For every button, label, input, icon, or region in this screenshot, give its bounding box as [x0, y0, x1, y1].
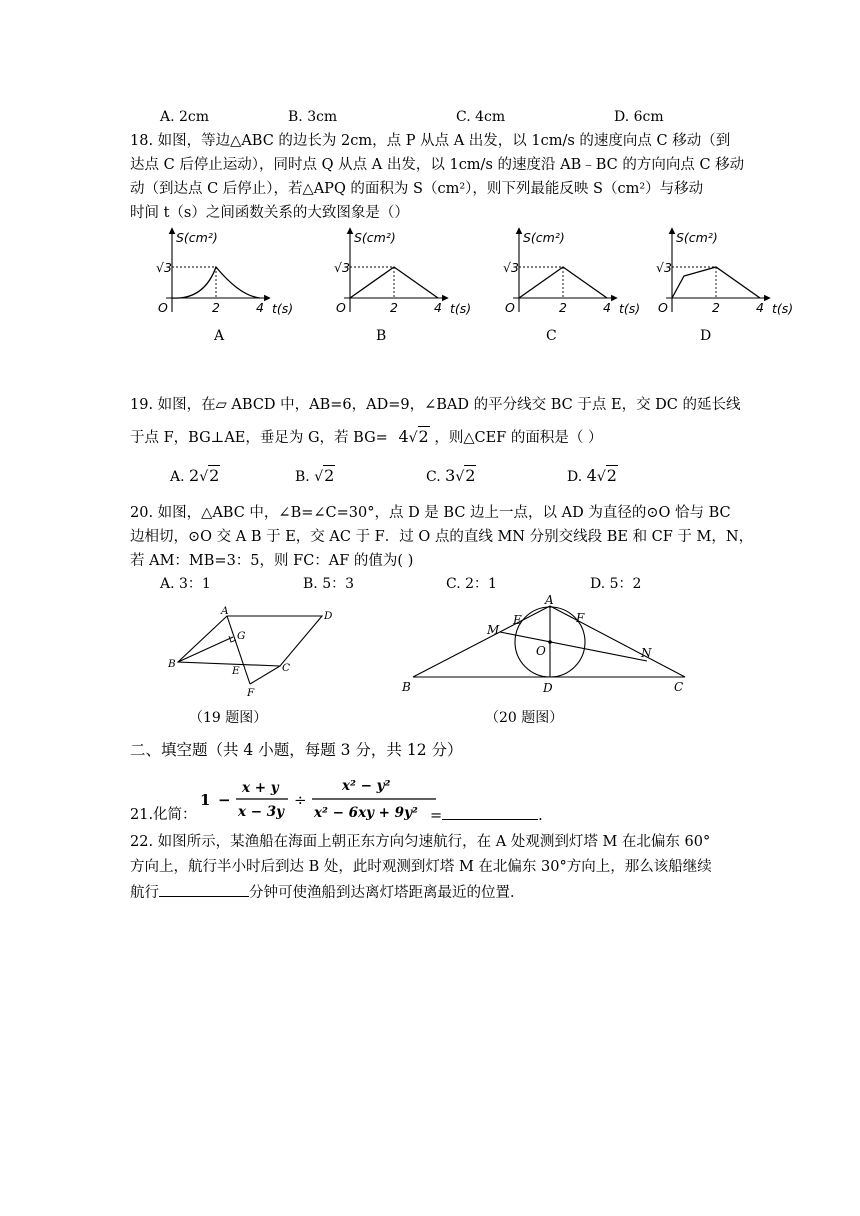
fig20-label-o: O [536, 644, 546, 658]
fig20-label-b: B [402, 680, 411, 694]
q18-caption-b: B [376, 328, 387, 344]
fig20-label-n: N [641, 646, 652, 660]
q20-option-a: A. 3：1 [160, 576, 211, 592]
q19-option-c-rad: 2 [465, 466, 476, 485]
q19-option-a-sqrt-icon: √ [199, 469, 209, 485]
q18-graph-b-x-axis-label: t(s) [450, 301, 472, 316]
q19-line-2-pre: 于点 F，BG⊥AE，垂足为 G，若 BG= [130, 430, 388, 446]
q18-graph-d-x-axis-label: t(s) [772, 301, 794, 316]
q17-option-c: C. 4cm [456, 109, 506, 125]
q21-equals: = [430, 808, 443, 824]
q19-line-2-post: ，则△CEF 的面积是（ ） [434, 430, 603, 446]
fig20-label-m: M [487, 623, 500, 637]
q18-line-4: 时间 t（s）之间函数关系的大致图象是（） [130, 205, 409, 221]
q18-graph-c-y-axis-label: S(cm²) [523, 230, 565, 245]
q22-line-1: 22. 如图所示，某渔船在海面上朝正东方向匀速航行，在 A 处观测到灯塔 M 在北偏东 60° [130, 834, 711, 850]
q18-graph-d-y-axis-label: S(cm²) [676, 230, 718, 245]
q22-line-3-post: 分钟可使渔船到达离灯塔距离最近的位置． [249, 885, 525, 901]
q21-den1: x − 3y [238, 804, 284, 820]
fig19-caption: （19 题图） [189, 710, 268, 726]
q19-option-c [426, 466, 476, 485]
q18-graph-d [656, 228, 793, 316]
fig20-label-f: F [576, 611, 585, 625]
q21-one: 1 [200, 791, 211, 809]
q18-graph-a-tick-4-label: 4 [256, 300, 264, 315]
fig20-center-dot [548, 640, 552, 644]
q18-graph-b-y-axis-label: S(cm²) [354, 230, 396, 245]
q18-graph-a [156, 228, 293, 316]
fig19-label-a: A [221, 605, 229, 617]
q19-option-c-letter: C. [426, 469, 441, 485]
q21-prefix: 21.化简： [130, 807, 197, 823]
q22-line-2: 方向上，航行半小时后到达 B 处，此时观测到灯塔 M 在北偏东 30°方向上，那么该船继续 [130, 859, 712, 875]
q21-expression [196, 772, 446, 826]
q21-answer-blank [442, 805, 538, 820]
q18-graph-c-tick-2-label: 2 [559, 300, 567, 315]
q21-den2: x² − 6xy + 9y² [314, 805, 418, 821]
q18-graph-b [334, 228, 471, 316]
q19-option-c-coef: 3 [445, 466, 456, 485]
q19-option-d-rad: 2 [606, 466, 617, 485]
fig19-label-g: G [237, 630, 246, 642]
q19-line-1: 19. 如图，在▱ ABCD 中，AB=6，AD=9，∠BAD 的平分线交 BC 于点 E，交 DC 的延长线 [130, 397, 741, 413]
q19-option-d-coef: 4 [586, 466, 597, 485]
q19-option-b-sqrt-icon: √ [314, 469, 324, 485]
q19-option-a-rad: 2 [209, 466, 220, 485]
q18-caption-c: C [546, 328, 557, 344]
fig19-label-f: F [247, 687, 255, 699]
fig19-label-e: E [232, 665, 240, 677]
q22-answer-blank [159, 882, 249, 897]
q17-option-a: A. 2cm [160, 109, 210, 125]
q18-graph-a-x-axis-label: t(s) [272, 301, 294, 316]
q19-option-b [295, 466, 335, 485]
q18-graph-d-tick-4-label: 4 [756, 300, 764, 315]
q20-line-3: 若 AM：MB=3：5，则 FC：AF 的值为( ) [130, 553, 414, 569]
q18-graph-b-tick-2-label: 2 [390, 300, 398, 315]
q18-graph-d-tick-2-label: 2 [712, 300, 720, 315]
q18-graph-c-origin-label: O [505, 300, 515, 315]
q19-option-a [170, 466, 220, 485]
q18-graph-a-sqrt3-label: √3 [156, 260, 172, 275]
q18-graph-c-tick-4-label: 4 [603, 300, 611, 315]
q22-line-3-pre: 航行 [130, 885, 159, 901]
q19-option-b-letter: B. [295, 469, 310, 485]
q18-graph-c-x-axis-label: t(s) [619, 301, 641, 316]
q19-line-2 [130, 427, 602, 448]
q21-num2: x² − y² [342, 778, 391, 794]
fig19-label-d: D [324, 610, 333, 622]
q18-caption-d: D [700, 328, 712, 344]
q18-caption-a: A [214, 328, 225, 344]
q21-period: . [538, 808, 543, 824]
fig19-parallelogram [178, 616, 322, 666]
q18-graph-b-tick-4-label: 4 [434, 300, 442, 315]
fig20-label-e: E [513, 613, 522, 627]
q19-option-a-coef: 2 [189, 466, 200, 485]
q20-option-d: D. 5：2 [590, 576, 642, 592]
q17-option-d: D. 6cm [614, 109, 664, 125]
q18-graph-b-origin-label: O [336, 300, 346, 315]
q20-line-1: 20. 如图，△ABC 中，∠B=∠C=30°，点 D 是 BC 边上一点，以 AD 为直径的⊙O 恰与 BC [130, 505, 731, 521]
fig20-line-mn [500, 632, 647, 661]
q21-answer [430, 805, 543, 826]
q20-option-c: C. 2：1 [446, 576, 497, 592]
q18-graph-a-y-axis-label: S(cm²) [176, 230, 218, 245]
q18-line-1: 18. 如图，等边△ABC 的边长为 2cm，点 P 从点 A 出发，以 1cm/s 的速度向点 C 移动（到 [130, 133, 731, 149]
section-2-heading: 二、填空题（共 4 小题，每题 3 分，共 12 分） [130, 741, 463, 759]
q19-option-a-letter: A. [170, 469, 185, 485]
q19-bg-sqrt-icon: √ [408, 430, 418, 446]
q18-graph-a-tick-2-label: 2 [212, 300, 220, 315]
q18-graph-c-sqrt3-label: √3 [503, 260, 519, 275]
q19-bg-coef: 4 [398, 427, 409, 446]
fig20-caption: （20 题图） [485, 710, 564, 726]
q21-num1: x + y [242, 780, 279, 796]
q19-option-c-sqrt-icon: √ [455, 469, 465, 485]
fig19-label-c: C [282, 662, 291, 674]
q19-bg-rad: 2 [418, 427, 429, 446]
q18-graph-b-sqrt3-label: √3 [334, 260, 350, 275]
q20-line-2: 边相切，⊙O 交 A B 于 E，交 AC 于 F．过 O 点的直线 MN 分别交线段 BE 和 CF 于 M，N， [130, 529, 754, 545]
figure-19 [160, 604, 350, 700]
fig19-label-b: B [168, 658, 176, 670]
q21-minus: − [218, 791, 231, 809]
fig20-label-d: D [543, 681, 553, 695]
q19-option-d-letter: D. [567, 469, 583, 485]
fig20-label-a: A [545, 594, 554, 607]
q17-option-b: B. 3cm [288, 109, 338, 125]
fig20-label-c: C [674, 680, 684, 694]
fig19-line-fc [250, 666, 280, 684]
q19-option-b-rad: 2 [324, 466, 335, 485]
q18-graph-d-sqrt3-label: √3 [656, 260, 672, 275]
q18-line-2: 达点 C 后停止运动），同时点 Q 从点 A 出发，以 1cm/s 的速度沿 AB﹣BC 的方向向点 C 移动 [130, 157, 745, 173]
q19-option-d-sqrt-icon: √ [596, 469, 606, 485]
figure-20 [395, 594, 695, 698]
q20-option-b: B. 5：3 [303, 576, 355, 592]
q18-graph-c [503, 228, 640, 316]
q21-div: ÷ [294, 791, 307, 809]
q19-option-d [567, 466, 618, 485]
fig19-line-bg [178, 637, 233, 662]
q18-line-3: 动（到达点 C 后停止），若△APQ 的面积为 S（cm²），则下列最能反映 S（cm²）与移动 [130, 181, 704, 197]
q22-line-3 [130, 882, 525, 903]
q18-graph-d-origin-label: O [658, 300, 668, 315]
q18-graph-a-origin-label: O [158, 300, 168, 315]
